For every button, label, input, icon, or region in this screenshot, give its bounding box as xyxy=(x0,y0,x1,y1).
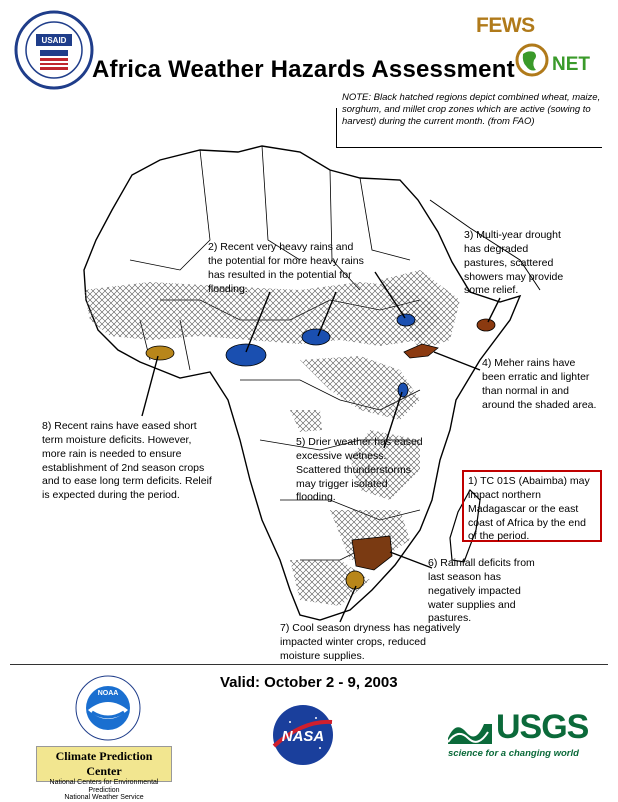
cpc-title: Climate Prediction Center xyxy=(55,749,153,778)
hazard-2c-area xyxy=(397,314,415,326)
hazard-7-area xyxy=(346,571,364,589)
hazard-1-label: 1) TC 01S (Abaimba) may impact northern Madagascar or the east coast of Africa by the end of the period. xyxy=(468,475,590,543)
usgs-mark-icon xyxy=(448,714,492,744)
fews-logo-top: FEWS xyxy=(476,14,535,37)
hazard-6-label: 6) Rainfall deficits from last season has negatively impacted water supplies and pastures. xyxy=(428,557,535,625)
hazard-5-area xyxy=(398,383,408,397)
hazard-2b-area xyxy=(302,329,330,345)
hazard-7-label: 7) Cool season dryness has negatively impacted winter crops, reduced moisture supplies. xyxy=(280,622,461,662)
cpc-badge xyxy=(36,746,172,802)
hazard-3-area xyxy=(477,319,495,331)
hazard-2-label: 2) Recent very heavy rains and the potential for more heavy rains has resulted in the potential for flooding. xyxy=(208,241,364,295)
hazard-2a-area xyxy=(226,344,266,366)
fews-logo-bottom: NET xyxy=(552,54,590,75)
hazard-3-label: 3) Multi-year drought has degraded pastures, scattered showers may provide some relief. xyxy=(464,229,564,297)
hazard-8-area xyxy=(146,346,174,360)
nasa-logo xyxy=(268,700,338,770)
usaid-seal-text: USAID xyxy=(41,36,67,45)
hazard-4-label: 4) Meher rains have been erratic and lighter than normal in and around the shaded area. xyxy=(482,357,597,411)
hazard-1-box xyxy=(462,470,602,542)
usgs-tagline: science for a changing world xyxy=(448,748,579,759)
noaa-text: NOAA xyxy=(97,690,119,697)
cpc-sub1: National Centers for Environmental Prediction xyxy=(49,779,159,794)
page-title: Africa Weather Hazards Assessment xyxy=(92,56,515,83)
noaa-logo xyxy=(66,672,150,744)
valid-period: Valid: October 2 - 9, 2003 xyxy=(220,674,398,691)
hazard-5-label: 5) Drier weather has eased excessive wetness. Scattered thunderstorms may trigger isolated flooding. xyxy=(296,436,423,504)
hazard-8-label: 8) Recent rains have eased short term moisture deficits. However, more rain is needed to ensure establishment of 2nd season crops and to ease long term deficits. Releif is expected during the period. xyxy=(42,420,212,502)
usgs-logo-text: USGS xyxy=(496,708,589,746)
cpc-sub2: National Weather Service xyxy=(64,794,144,802)
footer-divider xyxy=(10,664,608,665)
nasa-text: NASA xyxy=(281,728,325,745)
fao-note: NOTE: Black hatched regions depict combined wheat, maize, sorghum, and millet crop zones which are active (sowing to harvest) during the current month. (from FAO) xyxy=(342,92,601,127)
